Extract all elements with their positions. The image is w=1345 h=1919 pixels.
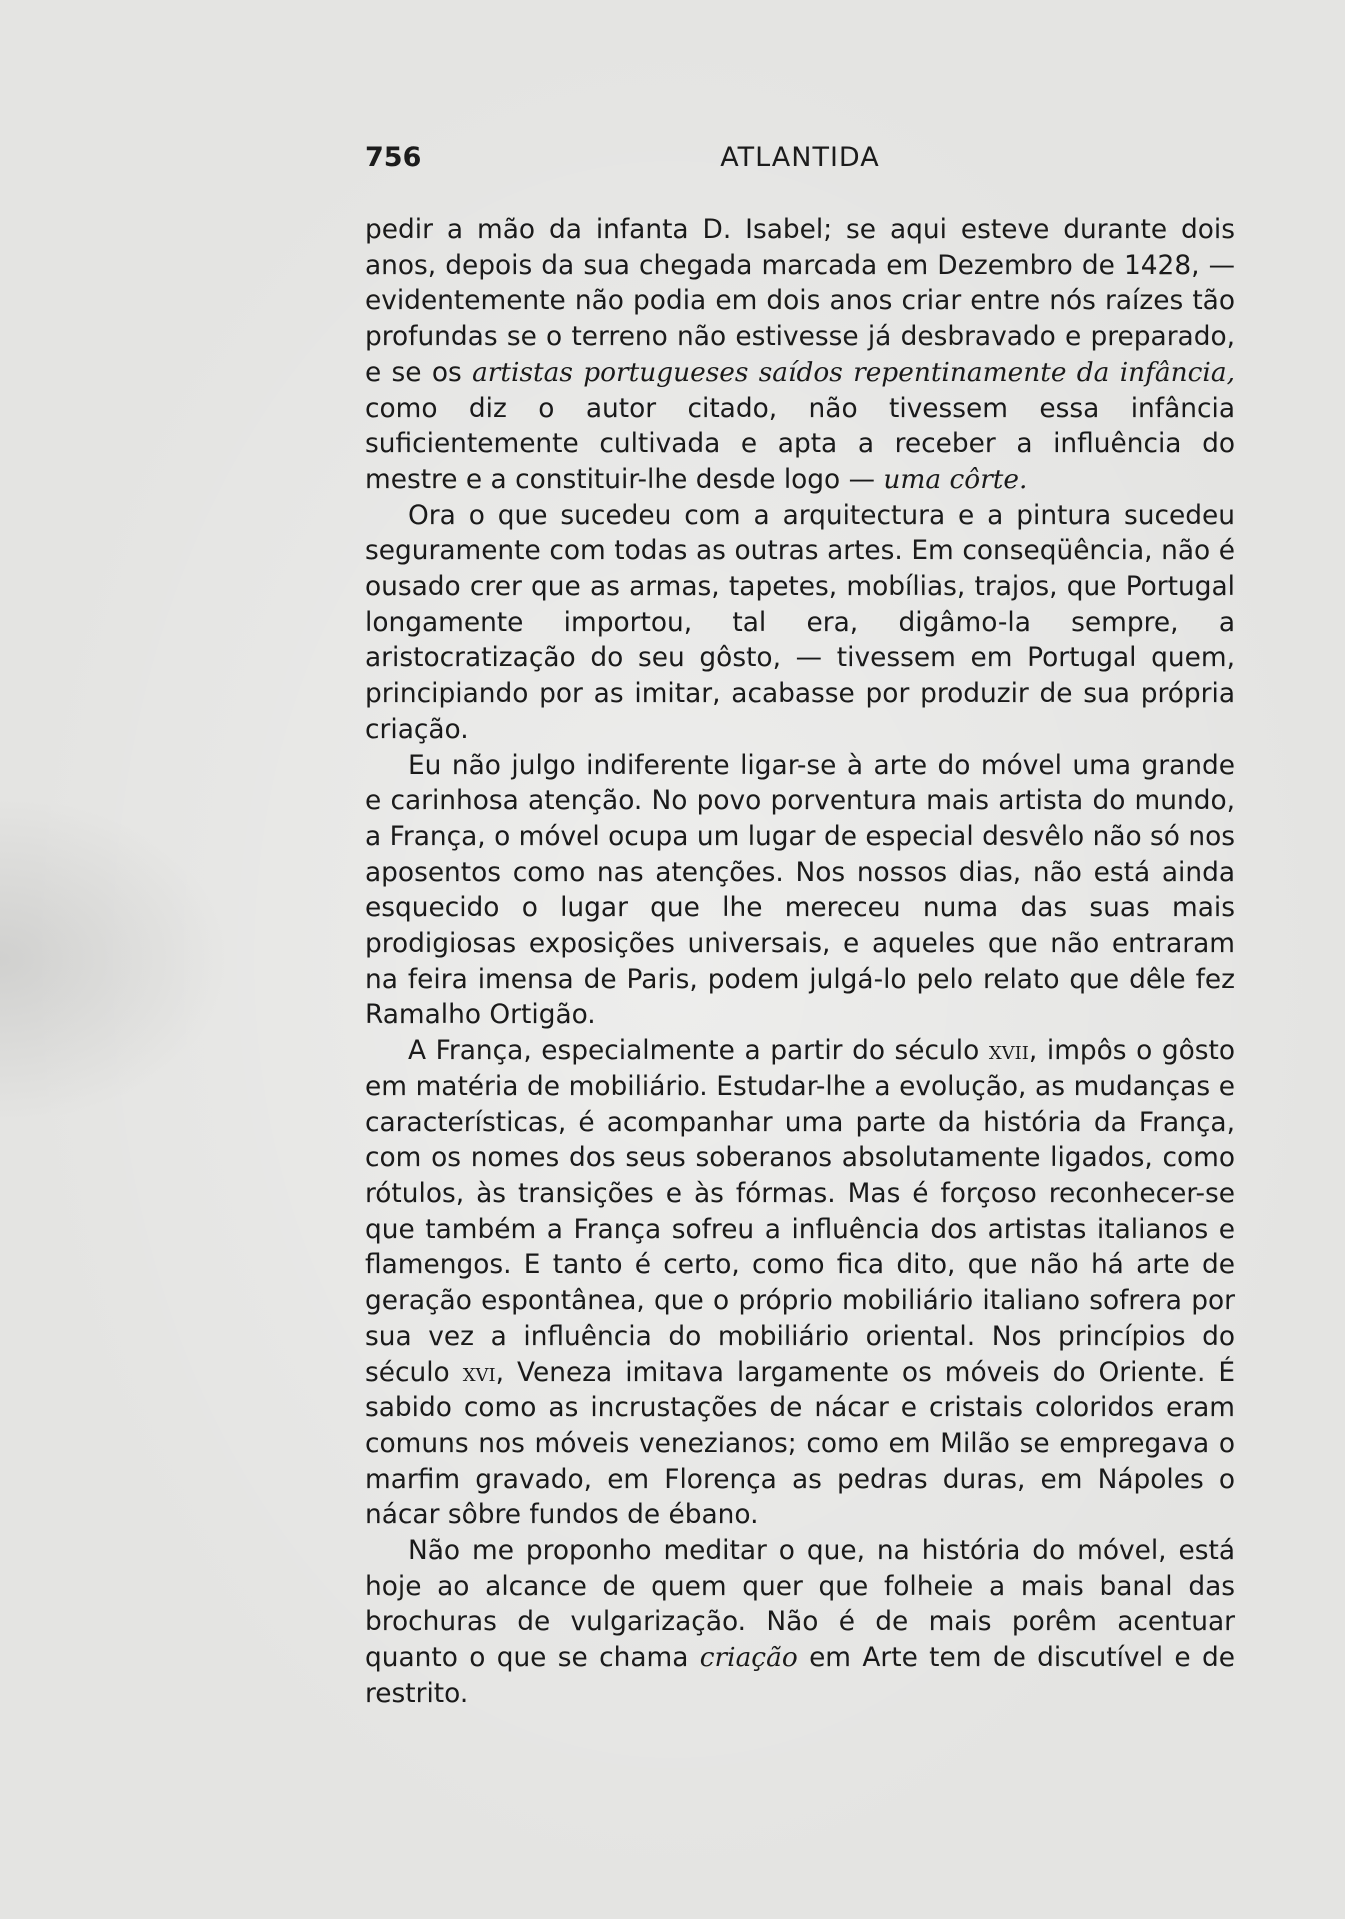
roman-numeral: xvii — [988, 1035, 1029, 1067]
italic-text: artistas portugueses saídos repentinamente da infância, — [472, 356, 1235, 388]
body-text — [365, 212, 1235, 1712]
text-segment: em Arte tem de discutível e de restrito. — [365, 1642, 1236, 1709]
paragraph — [365, 1033, 1235, 1533]
page-number: 756 — [365, 142, 422, 173]
text-segment: , impôs o gôsto em matéria de mobiliário. Estudar-lhe a evolução, as mudanças e características, é acompanhar uma parte da história da França, com os nomes dos seus soberanos absolutamente ligados, como rótulos, às transições e às fórmas. Mas é forçoso reconhecer-se que também a França sofreu a influência dos artistas italianos e flamengos. E tanto é certo, como fica dito, que não há arte de geração espontânea, que o próprio mobiliário italiano sofrera por sua vez a influência do mobiliário oriental. Nos princípios do século — [365, 1035, 1235, 1388]
paragraph — [365, 212, 1235, 498]
text-segment: Eu não julgo indiferente ligar-se à arte do móvel uma grande e carinhosa atenção. No povo porventura mais artista do mundo, a França, o móvel ocupa um lugar de especial desvêlo não só nos aposentos como nas atenções. Nos nossos dias, não está ainda esquecido o lugar que lhe mereceu numa das suas mais prodigiosas exposições universais, e aqueles que não entraram na feira imensa de Paris, podem julgá-lo pelo relato que dêle fez Ramalho Ortigão. — [365, 749, 1235, 1031]
text-segment: Não me proponho meditar o que, na história do móvel, está hoje ao alcance de quem quer que folheie a mais banal das brochuras de vulgarização. Não é de mais porêm acentuar quanto o que se chama — [365, 1535, 1235, 1674]
text-segment: Ora o que sucedeu com a arquitectura e a pintura sucedeu seguramente com todas as outras artes. Em conseqüência, não é ousado crer que as armas, tapetes, mobílias, trajos, que Portugal longamente importou, tal era, digâmo-la sempre, a aristocratização do seu gôsto, — tivessem em Portugal quem, principiando por as imitar, acabasse por produzir de sua própria criação. — [365, 499, 1235, 745]
paragraph — [365, 748, 1235, 1034]
page-header — [365, 142, 1235, 182]
italic-text: criação — [699, 1642, 798, 1674]
roman-numeral: xvi — [462, 1356, 496, 1388]
text-segment: como diz o autor citado, não tivessem essa infância suficientemente cultivada e apta a receber a influência do mestre e a constituir-lhe desde logo — — [365, 392, 1235, 495]
running-title: ATLANTIDA — [720, 142, 880, 173]
text-segment: , Veneza imitava largamente os móveis do Oriente. É sabido como as incrustações de nácar e cristais coloridos eram comuns nos móveis venezianos; como em Milão se empregava o marfim gravado, em Florença as pedras duras, em Nápoles o nácar sôbre fundos de ébano. — [365, 1356, 1235, 1531]
text-segment: pedir a mão da infanta D. Isabel; se aqui esteve durante dois anos, depois da sua chegada marcada em Dezembro de 1428, — evidentemente não podia em dois anos criar entre nós raízes tão profundas se o terreno não estivesse já desbravado e preparado, e se os — [365, 214, 1235, 388]
paragraph — [365, 1533, 1235, 1712]
text-segment: A França, especialmente a partir do século — [408, 1035, 989, 1067]
italic-text: uma côrte. — [883, 463, 1028, 495]
paragraph — [365, 498, 1235, 748]
